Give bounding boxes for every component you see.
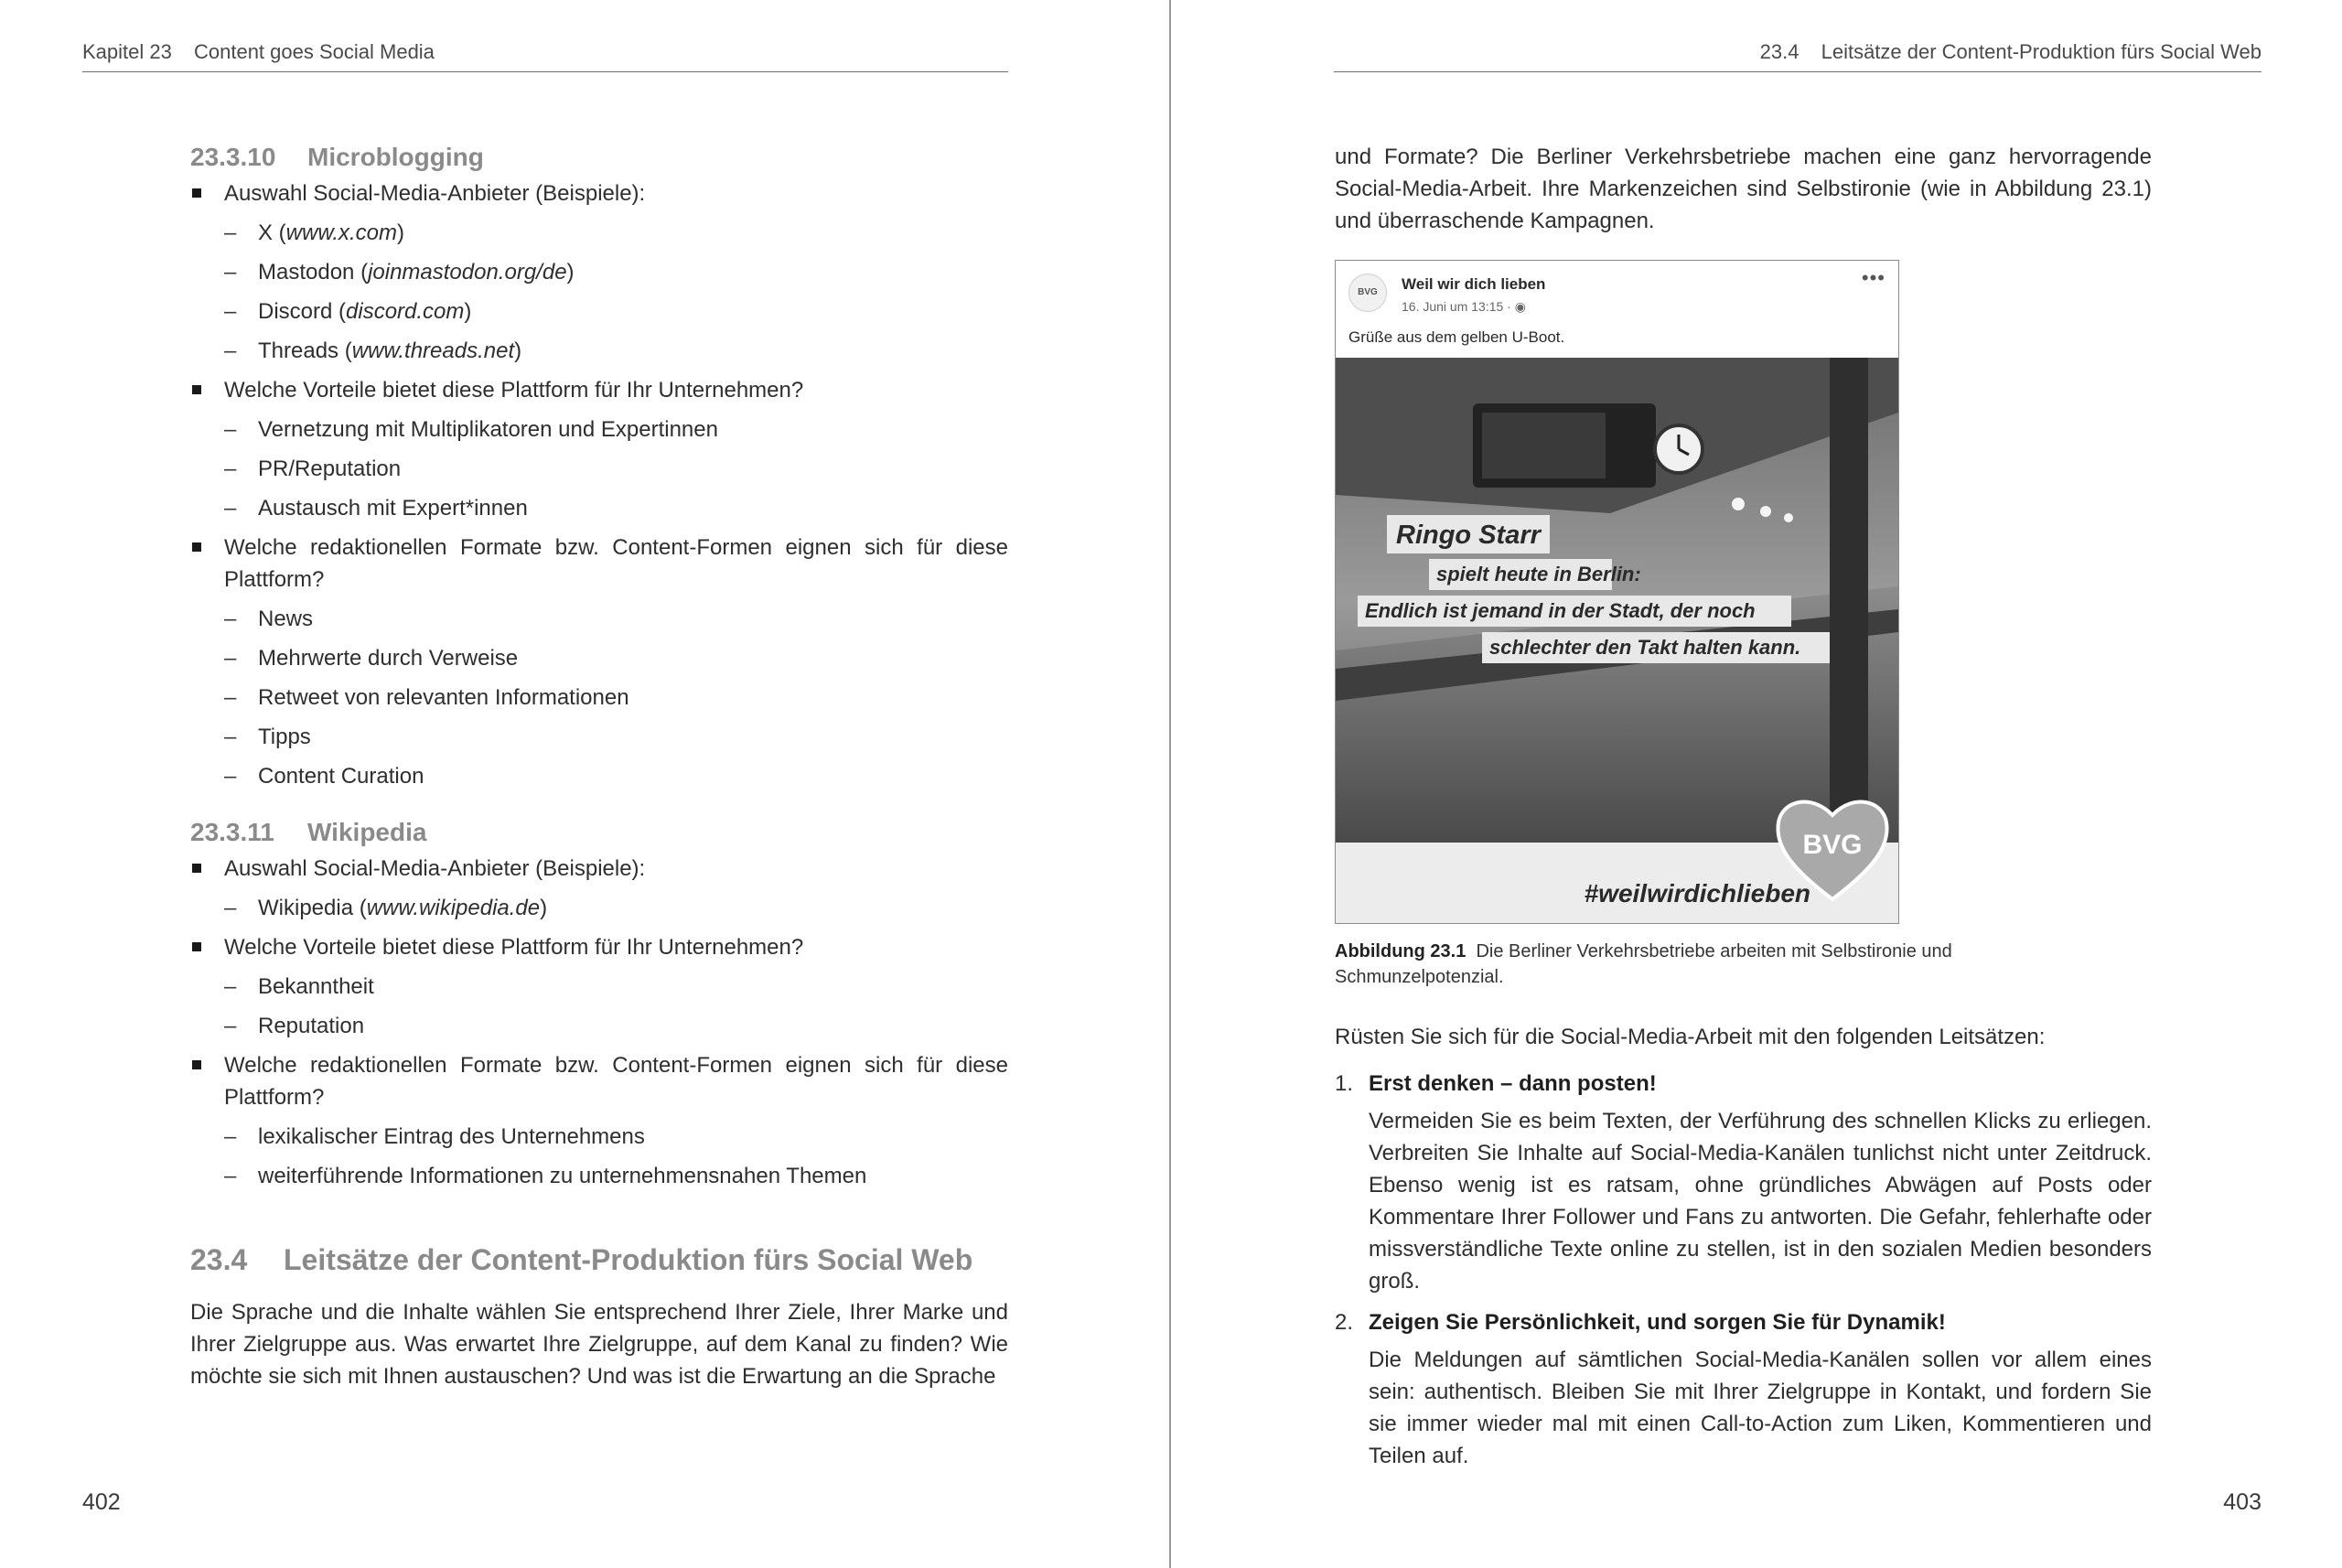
list-item: Auswahl Social-Media-Anbieter (Beispiele): – Wikipedia (www.wikipedia.de): [190, 853, 1008, 924]
item-text: Vermeiden Sie es beim Texten, der Verführung des schnellen Klicks zu erliegen. Verbreiten Sie Inhalte auf Social-Media-Kanälen tunlichst nicht unter Zeitdruck. Ebenso wenig ist es ratsam, ohne gründliches Abwägen auf Posts oder Kommentare Ihrer Follower und Fans zu antworten. Die Gefahr, fehlerhafte oder missverständliche Texte online zu stellen, ist in den sozialen Medien besonders groß.: [1369, 1109, 2152, 1294]
section-title: Leitsätze der Content-Produktion fürs Social Web: [1821, 40, 2261, 63]
list-item: – Threads (www.threads.net): [224, 335, 1008, 367]
chapter-title: Content goes Social Media: [193, 40, 435, 63]
list-item: – Retweet von relevanten Informationen: [224, 682, 1008, 714]
list-item: – Austausch mit Expert*innen: [224, 492, 1008, 524]
url-link[interactable]: joinmastodon.org/de: [368, 260, 567, 285]
list-item: – Content Curation: [224, 760, 1008, 792]
post-timestamp: 16. Juni um 13:15 · ◉: [1402, 299, 1526, 314]
logo-text: BVG: [1802, 830, 1863, 860]
header-rule: [82, 71, 1008, 72]
running-head: [1760, 40, 2261, 64]
dash-list: [224, 217, 1008, 367]
body-paragraph: und Formate? Die Berliner Verkehrsbetriebe machen eine ganz hervorragende Social-Media-Arbeit. Ihre Markenzeichen sind Selbstironie (wie in Abbildung 23.1) und überraschende Kampagnen.: [1335, 145, 2152, 233]
list-item: Auswahl Social-Media-Anbieter (Beispiele): – X (www.x.com) – Mastodon (joinmastodon.org/de) – Discord (discord.com) – Threads (www.threads.net): [190, 177, 1008, 367]
section-heading-leitsaetze: [190, 1240, 1008, 1280]
caption-text: Die Berliner Verkehrsbetriebe arbeiten mit Selbstironie und Schmunzelpotenzial.: [1335, 941, 1952, 987]
overlay-line: schlechter den Takt halten kann.: [1489, 636, 1801, 659]
list-item: – Wikipedia (www.wikipedia.de): [224, 892, 1008, 924]
page-number: 402: [82, 1489, 121, 1515]
overlay-line: Endlich ist jemand in der Stadt, der noch: [1365, 599, 1756, 622]
list-item: Welche Vorteile bietet diese Plattform für Ihr Unternehmen? – Vernetzung mit Multiplikatoren und Expertinnen – PR/Reputation – Austausch mit Expert*innen: [190, 374, 1008, 524]
dash-list: [224, 892, 1008, 924]
list-item: – Vernetzung mit Multiplikatoren und Expertinnen: [224, 413, 1008, 446]
bvg-logo-icon: [1773, 791, 1892, 905]
numbered-list: [1335, 1068, 2152, 1472]
list-item: – Bekanntheit: [224, 971, 1008, 1003]
url-link[interactable]: discord.com: [346, 299, 465, 324]
overlay-line: spielt heute in Berlin:: [1436, 563, 1641, 585]
list-item: [1335, 1306, 2152, 1472]
list-item: – Discord (discord.com): [224, 295, 1008, 328]
body-paragraph: Die Sprache und die Inhalte wählen Sie entsprechend Ihrer Ziele, Ihrer Marke und Ihrer Zielgruppe aus. Was erwartet Ihre Zielgruppe, auf dem Kanal zu finden? Wie möchte sie sich mit Ihnen austauschen? Und was ist die Erwartung an die Sprache: [190, 1300, 1008, 1389]
ceiling-lamp: [1760, 506, 1771, 517]
list-item: [1335, 1068, 2152, 1297]
running-head: [82, 40, 435, 64]
more-options-icon: •••: [1861, 266, 1885, 289]
chapter-label: Kapitel 23: [82, 40, 172, 63]
url-link[interactable]: www.x.com: [285, 220, 398, 245]
list-item: – Reputation: [224, 1010, 1008, 1042]
avatar: BVG: [1348, 274, 1387, 312]
item-title: Zeigen Sie Persönlichkeit, und sorgen Sie für Dynamik!: [1369, 1310, 1946, 1335]
list-item: Welche Vorteile bietet diese Plattform für Ihr Unternehmen? – Bekanntheit – Reputation: [190, 931, 1008, 1042]
item-number: 1.: [1335, 1071, 1354, 1096]
hashtag: #weilwirdichlieben: [1584, 879, 1810, 908]
bullet-list: [190, 177, 1008, 792]
item-text: Die Meldungen auf sämtlichen Social-Media-Kanälen sollen vor allem eines sein: authentisch. Bleiben Sie mit Ihrer Zielgruppe in Kontakt, und fordern Sie sie immer wieder mal mit einen Call-to-Action zum Liken, Kommentieren und Teilen auf.: [1369, 1348, 2152, 1468]
url-link[interactable]: www.wikipedia.de: [366, 896, 541, 920]
ceiling-lamp: [1732, 498, 1745, 510]
section-number: 23.4: [190, 1243, 248, 1276]
list-item: – Mastodon (joinmastodon.org/de): [224, 256, 1008, 288]
list-item: – lexikalischer Eintrag des Unternehmens: [224, 1121, 1008, 1153]
dash-list: [224, 1121, 1008, 1192]
section-heading-microblogging: [190, 137, 1008, 177]
pillar: [1830, 358, 1868, 843]
bullet-list: [190, 853, 1008, 1192]
lead-paragraph: Rüsten Sie sich für die Social-Media-Arbeit mit den folgenden Leitsätzen:: [1335, 1025, 2046, 1049]
list-item: – Mehrwerte durch Verweise: [224, 642, 1008, 674]
section-title: Leitsätze der Content-Produktion fürs Social Web: [284, 1243, 973, 1276]
list-item: – PR/Reputation: [224, 453, 1008, 485]
section-number: 23.3.11: [190, 818, 274, 846]
section-number: 23.4: [1759, 40, 1799, 63]
url-link[interactable]: www.threads.net: [351, 338, 515, 363]
section-number: 23.3.10: [190, 143, 276, 171]
list-item: – News: [224, 603, 1008, 635]
item-title: Erst denken – dann posten!: [1369, 1071, 1657, 1096]
section-heading-wikipedia: [190, 812, 1008, 853]
list-item: – weiterführende Informationen zu unternehmensnahen Themen: [224, 1160, 1008, 1192]
overlay-line: Ringo Starr: [1396, 521, 1541, 550]
post-photo: [1336, 358, 1898, 843]
post-text: Grüße aus dem gelben U-Boot.: [1348, 328, 1565, 346]
section-title: Microblogging: [307, 143, 484, 171]
header-rule: [1334, 71, 2261, 72]
dash-list: [224, 413, 1008, 524]
section-title: Wikipedia: [307, 818, 427, 846]
item-number: 2.: [1335, 1310, 1354, 1335]
list-item: Welche redaktionellen Formate bzw. Content-Formen eignen sich für diese Plattform? – lexikalischer Eintrag des Unternehmens – weiterführende Informationen zu unternehmensnahen Themen: [190, 1049, 1008, 1192]
list-item: – X (www.x.com): [224, 217, 1008, 249]
dash-list: [224, 971, 1008, 1042]
page-number: 403: [2223, 1489, 2261, 1515]
social-post-figure: [1335, 260, 1899, 924]
caption-label: Abbildung 23.1: [1335, 941, 1466, 961]
left-content: [190, 137, 1008, 1392]
list-item: – Tipps: [224, 721, 1008, 753]
board-display: [1482, 413, 1606, 478]
list-item: Welche redaktionellen Formate bzw. Content-Formen eignen sich für diese Plattform? – News – Mehrwerte durch Verweise – Retweet von relevanten Informationen – Tipps – Content Curation: [190, 532, 1008, 792]
figure-caption: [1335, 939, 2030, 990]
dash-list: [224, 603, 1008, 792]
post-header: [1336, 261, 1898, 359]
ceiling-lamp: [1784, 513, 1793, 522]
intro-paragraph-wrap: [1335, 141, 2152, 237]
right-content: [1335, 1021, 2152, 1481]
post-author: Weil wir dich lieben: [1402, 275, 1546, 293]
